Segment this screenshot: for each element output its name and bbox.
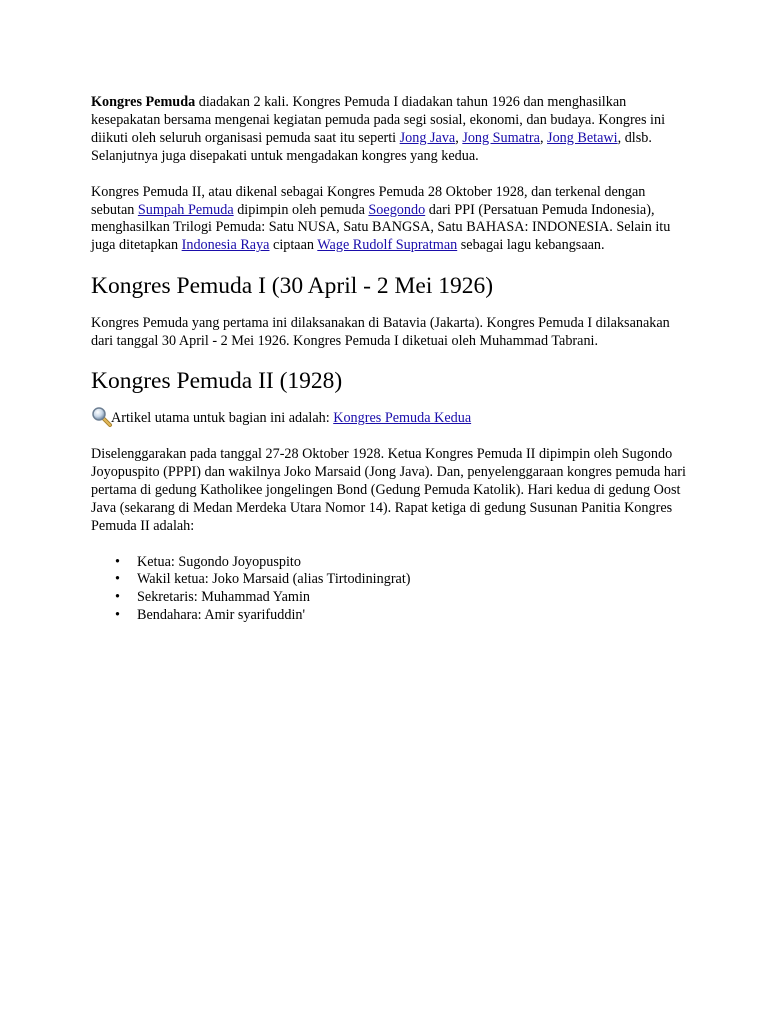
separator: , [455,129,463,146]
section-heading-kongres-1: Kongres Pemuda I (30 April - 2 Mei 1926) [91,273,494,300]
section-heading-kongres-2: Kongres Pemuda II (1928) [91,368,343,395]
link-kongres-pemuda-kedua[interactable]: Kongres Pemuda Kedua [333,410,472,427]
list-item: • Wakil ketua: Joko Marsaid (alias Tirtodiningrat) [137,571,691,589]
link-jong-java[interactable]: Jong Java [399,129,456,146]
list-item: • Bendahara: Amir syarifuddin' [137,607,691,625]
para2-text: Kongres Pemuda II, atau dikenal sebagai Kongres Pemuda 28 Oktober 1928, dan terkenal dengan sebutan [91,183,646,218]
link-jong-sumatra[interactable]: Jong Sumatra [462,129,540,146]
panitia-list [91,554,691,626]
intro-paragraph [91,94,691,166]
link-sumpah-pemuda[interactable]: Sumpah Pemuda [137,201,234,218]
main-note-text: Artikel utama untuk bagian ini adalah: [111,410,334,427]
link-soegondo[interactable]: Soegondo [368,201,426,218]
para2-text: dipimpin oleh pemuda [233,201,369,218]
sumpah-pemuda-paragraph [91,184,691,256]
bold-lead: Kongres Pemuda [91,94,196,110]
para2-text: sebagai lagu kebangsaan. [457,237,605,254]
para2-text: ciptaan [269,237,318,254]
kongres-1-paragraph: Kongres Pemuda yang pertama ini dilaksanakan di Batavia (Jakarta). Kongres Pemuda I dilaksanakan dari tanggal 30 April - 2 Mei 1926. Kongres Pemuda I diketuai oleh Muhammad Tabrani. [91,315,670,350]
article-body [91,94,691,625]
magnifier-icon [91,406,113,428]
kongres-2-paragraph: Diselenggarakan pada tanggal 27-28 Oktober 1928. Ketua Kongres Pemuda II dipimpin oleh Sugondo Joyopuspito (PPPI) dan wakilnya Joko Marsaid (Jong Java). Dan, penyelenggaraan kongres pemuda hari pertama di gedung Katholikee jongelingen Bond (Gedung Pemuda Katolik). Hari kedua di gedung Oost Java (sekarang di Medan Merdeka Utara Nomor 14). Rapat ketiga di gedung Susunan Panitia Kongres Pemuda II adalah: [91,445,686,534]
list-item: • Ketua: Sugondo Joyopuspito [137,554,691,572]
intro-text-end: , dlsb. Selanjutnya juga disepakati untuk mengadakan kongres yang kedua. [91,129,652,164]
link-wage-rudolf-supratman[interactable]: Wage Rudolf Supratman [317,237,458,254]
link-jong-betawi[interactable]: Jong Betawi [547,129,618,146]
main-article-note [91,410,691,428]
list-item: • Sekretaris: Muhammad Yamin [137,589,691,607]
intro-text: diadakan 2 kali. Kongres Pemuda I diadakan tahun 1926 dan menghasilkan kesepakatan bersama mengenai kegiatan pemuda pada segi sosial, ekonomi, dan budaya. Kongres ini diikuti oleh seluruh organisasi pemuda saat itu seperti [91,94,666,146]
link-indonesia-raya[interactable]: Indonesia Raya [181,237,270,254]
para2-text: dari PPI (Persatuan Pemuda Indonesia), menghasilkan Trilogi Pemuda: Satu NUSA, Satu BANGSA, Satu BAHASA: INDONESIA. Selain itu juga ditetapkan [91,201,671,254]
separator: , [539,129,548,146]
